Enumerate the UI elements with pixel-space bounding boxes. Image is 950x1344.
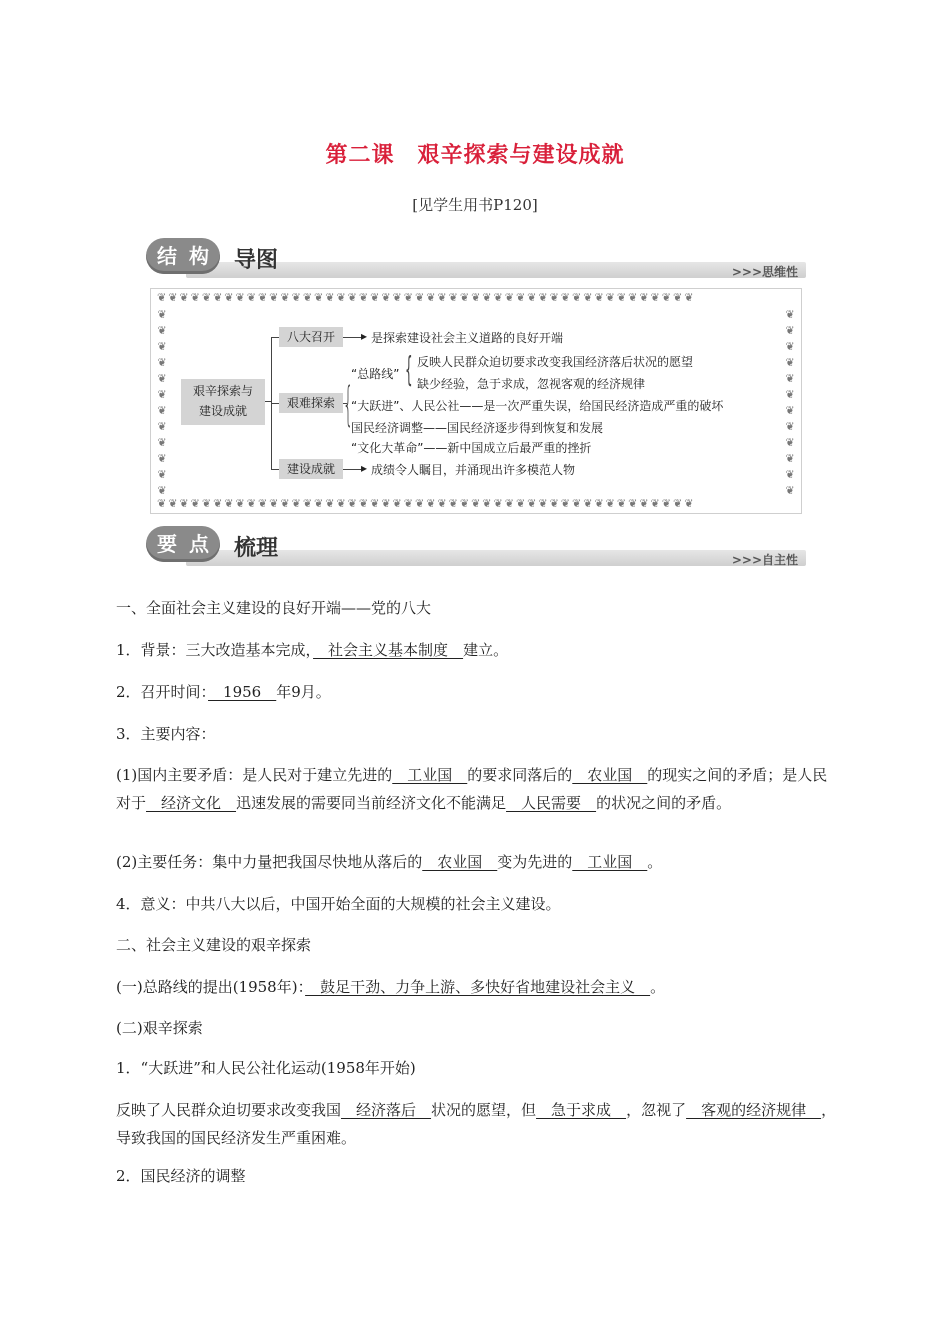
general-line-label: “总路线” bbox=[351, 367, 400, 381]
blank-answer: 人民需要 bbox=[506, 794, 597, 812]
blank-answer: 工业国 bbox=[572, 853, 648, 871]
arrow-icon: ▸ bbox=[361, 461, 368, 475]
pill-char: 要 bbox=[157, 532, 177, 556]
blank-answer: 经济文化 bbox=[146, 794, 237, 812]
branch-hard-exploration: 艰难探索 bbox=[279, 393, 343, 413]
blank-answer: 农业国 bbox=[422, 853, 498, 871]
textbook-reference: [见学生用书P120] bbox=[412, 196, 538, 214]
blank-answer: 经济落后 bbox=[341, 1101, 432, 1119]
arrow-icon: ▸ bbox=[361, 329, 368, 343]
blank-answer: 农业国 bbox=[572, 766, 648, 784]
text: 的状况之间的矛盾。 bbox=[596, 794, 732, 812]
blank-answer: 工业国 bbox=[392, 766, 468, 784]
text: 建立。 bbox=[463, 641, 509, 659]
brace-icon: { bbox=[343, 377, 354, 431]
section-heading: 一、全面社会主义建设的良好开端——党的八大 bbox=[116, 599, 432, 617]
text: 变为先进的 bbox=[497, 853, 573, 871]
section-heading: 二、社会主义建设的艰辛探索 bbox=[116, 936, 312, 954]
branch3-desc: 成绩令人瞩目，并涌现出许多模范人物 bbox=[371, 463, 576, 477]
paragraph bbox=[116, 636, 840, 664]
blank-answer: 社会主义基本制度 bbox=[313, 641, 464, 659]
text: 。 bbox=[650, 978, 666, 996]
blank-answer: 鼓足干劲、力争上游、多快好省地建设社会主义 bbox=[305, 978, 651, 996]
text: 迅速发展的需要同当前经济文化不能满足 bbox=[236, 794, 507, 812]
text: (一)总路线的提出(1958年)： bbox=[116, 978, 306, 996]
text: ，导致我国的国民经济发生严重困难。 bbox=[116, 1101, 837, 1147]
blank-answer: 1956 bbox=[208, 683, 277, 701]
paragraph bbox=[116, 1096, 840, 1152]
lesson-title: 第二课 艰辛探索与建设成就 bbox=[325, 143, 625, 168]
decorative-border-left: ❦ ❦ ❦ ❦ ❦ ❦ ❦ ❦ ❦ ❦ ❦ ❦ bbox=[157, 308, 167, 495]
banner-heading: 导图 bbox=[234, 248, 279, 273]
paragraph bbox=[116, 678, 840, 706]
text: 年9月。 bbox=[276, 683, 331, 701]
banner-pill bbox=[146, 526, 220, 562]
text: 2．召开时间： bbox=[116, 683, 209, 701]
general-line-point: 缺少经验，急于求成，忽视客观的经济规律 bbox=[417, 377, 646, 391]
paragraph: 2．国民经济的调整 bbox=[116, 1167, 246, 1185]
text: 1．背景：三大改造基本完成， bbox=[116, 641, 314, 659]
paragraph: 3．主要内容： bbox=[116, 725, 216, 743]
branch-achievements: 建设成就 bbox=[279, 459, 343, 479]
adjustment-item: 国民经济调整——国民经济逐步得到恢复和发展 bbox=[351, 421, 604, 435]
pill-char: 点 bbox=[189, 532, 209, 556]
text: ，忽视了 bbox=[626, 1101, 687, 1119]
paragraph: 4．意义：中共八大以后，中国开始全面的大规模的社会主义建设。 bbox=[116, 895, 561, 913]
branch1-desc: 是探索建设社会主义道路的良好开端 bbox=[371, 331, 564, 345]
general-line-point: 反映人民群众迫切要求改变我国经济落后状况的愿望 bbox=[417, 355, 694, 369]
banner-heading: 梳理 bbox=[234, 536, 279, 561]
paragraph bbox=[116, 761, 840, 817]
banner-tag: >>>自主性 bbox=[731, 553, 798, 567]
text: (1)国内主要矛盾：是人民对于建立先进的 bbox=[116, 766, 393, 784]
paragraph: (二)艰辛探索 bbox=[116, 1019, 203, 1037]
decorative-border-bottom: ❦❦❦❦❦❦❦❦❦❦❦❦❦❦❦❦❦❦❦❦❦❦❦❦❦❦❦❦❦❦❦❦❦❦❦❦❦❦❦❦❦❦❦❦❦❦❦❦ bbox=[157, 497, 696, 510]
text: (2)主要任务：集中力量把我国尽快地从落后的 bbox=[116, 853, 423, 871]
paragraph: 1．“大跃进”和人民公社化运动(1958年开始) bbox=[116, 1059, 416, 1077]
pill-char: 构 bbox=[189, 244, 209, 268]
banner-bar bbox=[186, 550, 806, 566]
text: 。 bbox=[647, 853, 663, 871]
great-leap-item: “大跃进”、人民公社——是一次严重失误，给国民经济造成严重的破坏 bbox=[351, 399, 724, 413]
cultural-revolution-item: “文化大革命”——新中国成立后最严重的挫折 bbox=[351, 441, 592, 455]
branch-eighth-congress: 八大召开 bbox=[279, 327, 343, 347]
paragraph bbox=[116, 973, 840, 1001]
root-node: 艰辛探索与 建设成就 bbox=[181, 379, 265, 425]
text: 反映了人民群众迫切要求改变我国 bbox=[116, 1101, 342, 1119]
key-points-banner bbox=[146, 526, 806, 568]
connector bbox=[271, 469, 279, 470]
pill-char: 结 bbox=[157, 244, 177, 268]
text: 状况的愿望，但 bbox=[431, 1101, 537, 1119]
text: 的要求同落后的 bbox=[467, 766, 573, 784]
concept-diagram bbox=[150, 288, 802, 514]
decorative-border-right: ❦ ❦ ❦ ❦ ❦ ❦ ❦ ❦ ❦ ❦ ❦ ❦ bbox=[785, 308, 795, 495]
connector bbox=[271, 337, 279, 338]
decorative-border-top: ❦❦❦❦❦❦❦❦❦❦❦❦❦❦❦❦❦❦❦❦❦❦❦❦❦❦❦❦❦❦❦❦❦❦❦❦❦❦❦❦❦❦❦❦❦❦❦❦ bbox=[157, 291, 696, 304]
banner-pill bbox=[146, 238, 220, 274]
connector bbox=[271, 403, 279, 404]
blank-answer: 急于求成 bbox=[536, 1101, 627, 1119]
blank-answer: 客观的经济规律 bbox=[686, 1101, 822, 1119]
paragraph bbox=[116, 848, 840, 876]
brace-icon: { bbox=[405, 350, 413, 390]
banner-bar bbox=[186, 262, 806, 278]
banner-tag: >>>思维性 bbox=[731, 265, 798, 279]
text: 的现实之间的矛盾；是人民对于 bbox=[116, 766, 828, 812]
structure-map-banner bbox=[146, 238, 806, 280]
